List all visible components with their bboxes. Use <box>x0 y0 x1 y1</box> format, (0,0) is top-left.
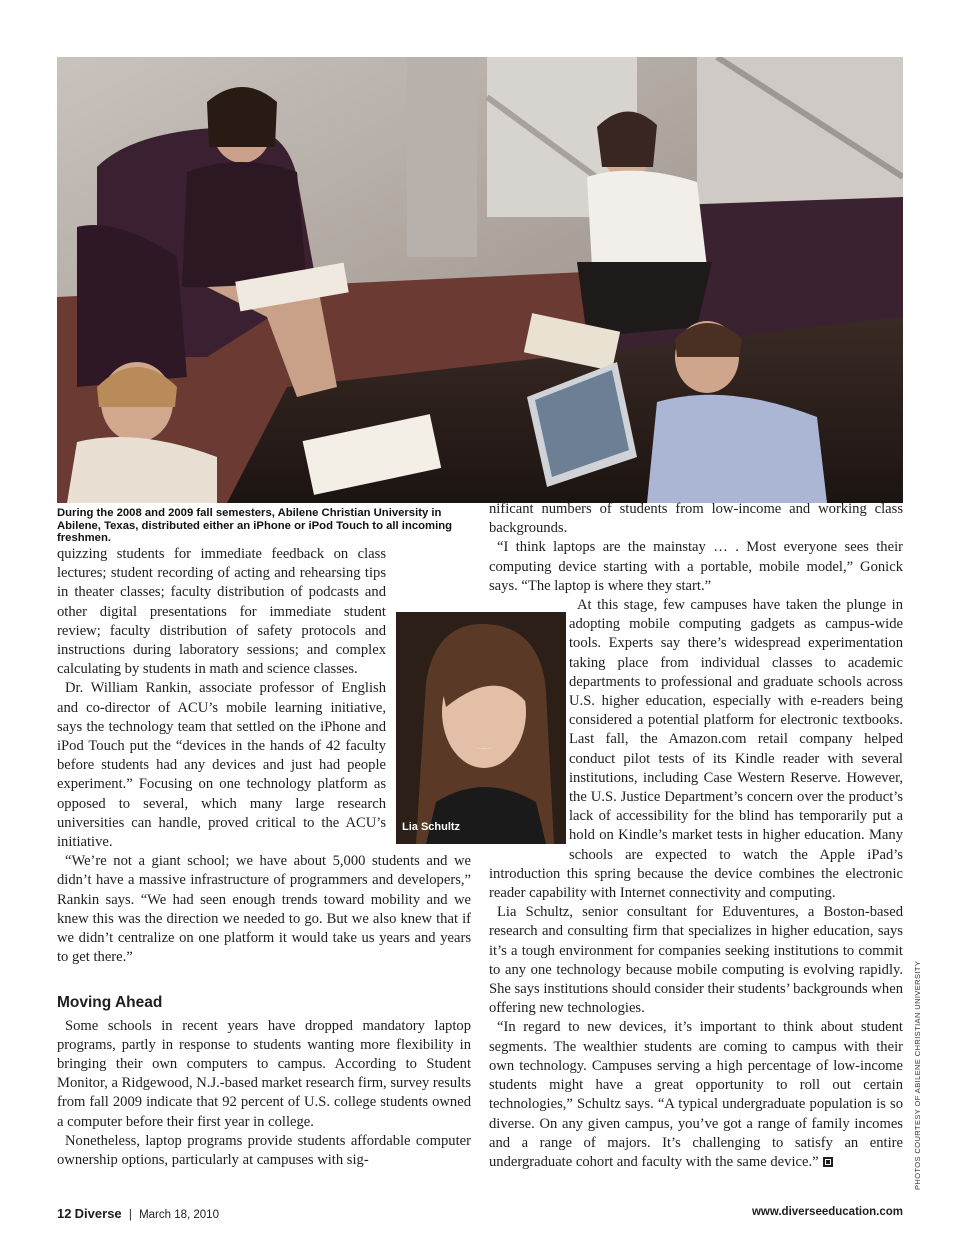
right-column <box>489 500 903 1172</box>
photo-credit: PHOTOS COURTESY OF ABILENE CHRISTIAN UNIVERSITY <box>913 960 922 1190</box>
paragraph: nificant numbers of students from low-income and working class backgrounds. <box>489 501 903 537</box>
paragraph-text: “In regard to new devices, it’s important to think about student segments. The wealthier students are coming to campus with their own technology. Campuses serving a high percentage of low-income students might have a great opportunity to roll out certain technologies,” Schultz says. “A typical undergraduate population is so diverse. On any given campus, you’ve got a range of family incomes and a range of majors. It’s challenging to satisfy an entire undergraduate cohort and faculty with the same device.” <box>489 1019 903 1170</box>
page-number: 12 <box>57 1206 72 1221</box>
paragraph: Some schools in recent years have dropped mandatory laptop programs, partly in response to students wanting more flexibility in bringing their own computers to campus. According to Student Monitor, a Ridgewood, N.J.-based market research firm, survey results from fall 2009 indicate that 92 percent of U.S. college students owned a computer before their first year in college. <box>57 1017 472 1130</box>
photo-caption: During the 2008 and 2009 fall semesters, Abilene Christian University in Abilene, Texas, distributed either an iPhone or iPod Touch to all incoming freshmen. <box>57 507 453 544</box>
paragraph: Dr. William Rankin, associate professor of English and co-director of ACU’s mobile learning initiative, says the technology team that settled on the iPhone and iPod Touch put the “devices in the hands of 42 faculty before students had any devices and just had people experiment.” Focusing on one technology platform as opposed to several, which many large research universities can handle, proved critical to the ACU’s initiative. <box>57 680 386 851</box>
page-footer <box>57 1206 903 1222</box>
footer-left <box>57 1206 219 1221</box>
paragraph: Lia Schultz, senior consultant for Eduventures, a Boston-based research and consulting firm that specializes in higher education, says it’s a tough environment for companies seeking institutions to commit to any one technology because mobile computing is evolving rapidly. She says institutions should consider their students’ backgrounds when offering new technologies. <box>489 904 903 1017</box>
paragraph: At this stage, few campuses have taken the plunge in adopting mobile computing gadgets as campus-wide tools. Experts say there’s widespread experimentation taking place from individual classes to academic departments to professional and graduate schools across U.S. higher education, especially with e-readers being considered a potential platform for electronic textbooks. Last fall, the Amazon.com retail company helped conduct pilot tests of its Kindle reader with several institutions, including Case Western Reserve. However, the U.S. Justice Department’s concern over the product’s lack of accessibility for the blind has temporarily put a hold on Kindle’s market tests in higher education. Many schools are expected to watch the Apple iPad’s introduction this spring because the device combines the electronic reader capability with Internet connectivity and computing. <box>489 597 903 902</box>
main-photo <box>57 57 903 503</box>
paragraph: Nonetheless, laptop programs provide students affordable computer ownership options, particularly at campuses with sig- <box>57 1132 471 1169</box>
end-mark-icon <box>823 1157 833 1167</box>
issue-date: March 18, 2010 <box>139 1209 219 1221</box>
photo-wrap-space <box>489 596 569 861</box>
magazine-name: Diverse <box>74 1206 122 1221</box>
paragraph <box>489 1018 903 1172</box>
left-column <box>57 545 471 1170</box>
paragraph: quizzing students for immediate feedback on class lectures; student recording of acting and rehearsing tips in theater classes; faculty distribution of podcasts and other digital presentations for immediate student review; faculty distribution of safety protocols and instructions during laboratory sessions; and complex calculating by students in math and science classes. <box>57 546 386 678</box>
paragraph: “We’re not a giant school; we have about 5,000 students and we didn’t have a massive infrastructure of programmers and developers,” Rankin says. “We had seen enough trends toward mobility and we knew this was the direction we needed to go. But we also knew that if we didn’t centralize on one platform it would take us years and years to get there.” <box>57 853 471 966</box>
website-link[interactable]: www.diverseeducation.com <box>751 1206 903 1218</box>
footer-separator: | <box>128 1209 132 1221</box>
photo-label: Lia Schultz <box>402 820 461 833</box>
paragraph: “I think laptops are the mainstay … . Most everyone sees their computing device starting with a portable, mobile model,” Gonick says. “The laptop is where they start.” <box>489 539 903 594</box>
section-heading: Moving Ahead <box>57 994 163 1012</box>
